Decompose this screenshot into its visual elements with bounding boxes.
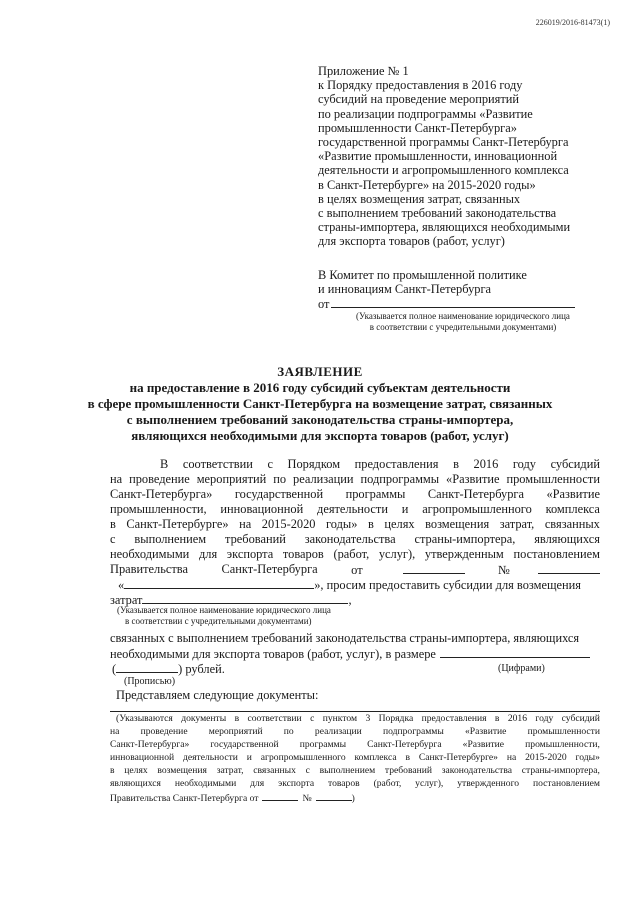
word: 2015-2020 bbox=[525, 752, 567, 763]
appendix-line: к Порядку предоставления в 2016 году bbox=[318, 78, 523, 93]
word: с bbox=[310, 713, 315, 724]
costs-description-field[interactable] bbox=[142, 592, 348, 604]
word: услуг), bbox=[378, 547, 416, 561]
word: Санкт-Петербурга» bbox=[110, 739, 190, 750]
word: № bbox=[498, 563, 510, 577]
word: являющихся bbox=[110, 778, 161, 789]
word: подпрограммы bbox=[360, 472, 440, 486]
word: товаров bbox=[328, 778, 360, 789]
word: 3 bbox=[365, 713, 371, 724]
footnote-date-blank bbox=[262, 791, 298, 801]
word: страны-импортера, bbox=[414, 532, 516, 546]
appendix-line: государственной программы Санкт-Петербурга bbox=[318, 135, 569, 150]
word: программы bbox=[345, 487, 406, 501]
word: выполнением bbox=[319, 765, 376, 776]
word: В bbox=[160, 457, 169, 471]
word: Санкт-Петербурге» bbox=[126, 517, 229, 531]
word: агропромышленного bbox=[422, 502, 532, 516]
applicant-name-field[interactable] bbox=[331, 296, 575, 308]
word: постановлением bbox=[513, 547, 600, 561]
hint-line: (Указывается полное наименование юридического лица bbox=[356, 311, 570, 321]
amount-words-field[interactable] bbox=[116, 661, 178, 673]
word: инновационной bbox=[110, 752, 175, 763]
word: целях bbox=[384, 517, 415, 531]
word: и bbox=[246, 752, 252, 763]
word: промышленности, bbox=[525, 739, 600, 750]
title-line: с выполнением требований законодательства страны-импортера, bbox=[126, 412, 514, 427]
word: законодательства bbox=[304, 532, 396, 546]
word: предоставления bbox=[354, 457, 439, 471]
word: мероприятий bbox=[208, 726, 263, 737]
word: 2016 bbox=[473, 457, 499, 471]
word: реализации bbox=[293, 472, 354, 486]
word: Санкт-Петербурге» bbox=[418, 752, 498, 763]
word: экспорта bbox=[278, 778, 315, 789]
word: программы bbox=[299, 739, 347, 750]
appendix-line: в целях возмещения затрат, связанных bbox=[318, 191, 521, 206]
word: возмещения bbox=[425, 517, 490, 531]
resolution-number-field[interactable] bbox=[538, 562, 600, 574]
word: в bbox=[405, 752, 410, 763]
word: в bbox=[367, 517, 374, 531]
word: требований bbox=[384, 765, 433, 776]
word: законодательства bbox=[441, 765, 513, 776]
appendix-line: страны-импортера, являющихся необходимыми bbox=[318, 220, 571, 235]
word: промышленности bbox=[527, 726, 600, 737]
resolution-line bbox=[110, 562, 600, 578]
amount-words-line bbox=[112, 661, 225, 677]
footnote-line bbox=[116, 713, 600, 726]
word: субсидий bbox=[550, 457, 600, 471]
hint-line: в соответствии с учредительными документами) bbox=[125, 616, 312, 626]
word: требований bbox=[225, 532, 286, 546]
footnote-line bbox=[110, 778, 600, 791]
resolution-date-field[interactable] bbox=[403, 562, 465, 574]
word: комплекса bbox=[545, 502, 600, 516]
from-row bbox=[318, 296, 575, 311]
word: по bbox=[283, 726, 294, 737]
title-line: на предоставление в 2016 году субсидий субъектам деятельности bbox=[129, 380, 511, 395]
body-line bbox=[110, 547, 600, 562]
word: услуг), bbox=[415, 778, 444, 789]
resolution-title-field[interactable] bbox=[124, 577, 314, 589]
body-line bbox=[160, 457, 600, 472]
word: соответствии bbox=[247, 713, 302, 724]
word: в bbox=[453, 457, 459, 471]
word: деятельности bbox=[183, 752, 238, 763]
word: годы» bbox=[326, 517, 358, 531]
amount-digits-field[interactable] bbox=[440, 646, 590, 658]
word: мероприятий bbox=[196, 472, 267, 486]
word: затрат, bbox=[499, 517, 535, 531]
word: «Развитие bbox=[446, 472, 500, 486]
appendix-line: с выполнением требований законодательства bbox=[318, 206, 557, 221]
word: Правительства bbox=[110, 562, 188, 576]
words-hint: (Прописью) bbox=[124, 676, 176, 687]
word: « bbox=[118, 578, 125, 592]
word: «Развитие bbox=[464, 726, 507, 737]
word: необходимыми для экспорта товаров (работ, услуг), в размере bbox=[110, 647, 436, 661]
word: (работ, bbox=[373, 778, 402, 789]
word: необходимыми bbox=[174, 778, 237, 789]
word: постановлением bbox=[532, 778, 600, 789]
word: промышленности bbox=[506, 472, 600, 486]
word: в bbox=[110, 517, 116, 531]
word: агропромышленного bbox=[260, 752, 346, 763]
body-line bbox=[110, 487, 600, 502]
word: Санкт-Петербурга bbox=[427, 487, 524, 501]
word: затрат, bbox=[216, 765, 244, 776]
word: от bbox=[351, 563, 363, 577]
word: Санкт-Петербурга bbox=[367, 739, 442, 750]
footnote-line bbox=[110, 739, 600, 752]
word: 2016 bbox=[507, 713, 527, 724]
word: выполнением bbox=[134, 532, 207, 546]
addressee-field-hint bbox=[332, 311, 594, 333]
word: Санкт-Петербурга» bbox=[110, 487, 213, 501]
from-label: от bbox=[318, 297, 330, 312]
word: затрат bbox=[110, 593, 143, 607]
word: в bbox=[110, 765, 115, 776]
appendix-line: деятельности и агропромышленного комплекса bbox=[318, 163, 569, 178]
word: ) bbox=[351, 793, 355, 804]
word: Порядка bbox=[378, 713, 414, 724]
word: на bbox=[110, 472, 123, 486]
digits-hint: (Цифрами) bbox=[498, 663, 545, 674]
word: реализации bbox=[314, 726, 362, 737]
hint-line: в соответствии с учредительными документами) bbox=[369, 322, 557, 332]
appendix-line: субсидий на проведение мероприятий bbox=[318, 92, 520, 107]
word: ) рублей. bbox=[178, 662, 225, 676]
word: целях bbox=[124, 765, 148, 776]
resolution-number-group bbox=[498, 562, 600, 578]
footnote-line bbox=[110, 765, 600, 778]
addressee-line-2: и инновациям Санкт-Петербурга bbox=[318, 282, 492, 297]
word: году bbox=[512, 457, 537, 471]
word: утвержденного bbox=[457, 778, 520, 789]
word: предоставления bbox=[421, 713, 487, 724]
word: подпрограммы bbox=[382, 726, 444, 737]
word: проведение bbox=[129, 472, 190, 486]
document-title bbox=[0, 364, 640, 444]
word: и bbox=[401, 502, 409, 516]
word: документы bbox=[181, 713, 227, 724]
word: являющихся bbox=[534, 532, 600, 546]
word: товаров bbox=[282, 547, 324, 561]
body-line bbox=[110, 472, 600, 487]
appendix-line: по реализации подпрограммы «Развитие bbox=[318, 106, 533, 121]
word: с bbox=[110, 532, 116, 546]
footnote-line bbox=[110, 791, 355, 806]
word: Правительства Санкт-Петербурга от bbox=[110, 793, 259, 804]
body-line bbox=[110, 517, 600, 532]
addressee-block bbox=[318, 268, 575, 312]
word: государственной bbox=[210, 739, 279, 750]
word: для bbox=[198, 547, 218, 561]
appendix-line: для экспорта товаров (работ, услуг) bbox=[318, 234, 505, 249]
body-line bbox=[110, 502, 600, 517]
footnote-line bbox=[110, 752, 600, 765]
word: на bbox=[239, 517, 252, 531]
footnote-number-blank bbox=[316, 791, 352, 801]
word: пунктом bbox=[322, 713, 358, 724]
word: годы» bbox=[575, 752, 600, 763]
word: «Развитие bbox=[546, 487, 600, 501]
word: по bbox=[273, 472, 287, 486]
word: Санкт-Петербурга bbox=[221, 562, 318, 576]
amount-line bbox=[110, 646, 590, 662]
word: № bbox=[302, 793, 312, 804]
word: «Развитие bbox=[462, 739, 505, 750]
word: утвержденным bbox=[424, 547, 504, 561]
word: с bbox=[305, 765, 310, 776]
title-line: в сфере промышленности Санкт-Петербурга на возмещение затрат, связанных bbox=[87, 396, 553, 411]
word: , bbox=[348, 593, 352, 607]
resolution-date-group bbox=[351, 562, 464, 578]
word: в bbox=[234, 713, 240, 724]
word: связанных bbox=[544, 517, 600, 531]
word: Порядком bbox=[287, 457, 341, 471]
appendix-heading bbox=[318, 64, 570, 249]
word: ( bbox=[112, 662, 117, 676]
word: на bbox=[506, 752, 517, 763]
documents-line: Представляем следующие документы: bbox=[116, 688, 319, 702]
word: 2015-2020 bbox=[261, 517, 316, 531]
word: (Указываются bbox=[116, 713, 173, 724]
word: страны-импортера, bbox=[521, 765, 600, 776]
word: в bbox=[494, 713, 500, 724]
costs-field-hint bbox=[117, 605, 331, 627]
word: году bbox=[535, 713, 554, 724]
word: экспорта bbox=[226, 547, 274, 561]
word: деятельности bbox=[317, 502, 388, 516]
word: необходимыми bbox=[110, 547, 190, 561]
title-main: ЗАЯВЛЕНИЕ bbox=[277, 364, 363, 379]
word: с bbox=[267, 457, 273, 471]
word: возмещения bbox=[157, 765, 207, 776]
appendix-line: Приложение № 1 bbox=[318, 64, 409, 78]
word: инновационной bbox=[220, 502, 304, 516]
appendix-line: в Санкт-Петербурге» на 2015-2020 годы» bbox=[318, 177, 536, 192]
appendix-line: «Развитие промышленности, инновационной bbox=[318, 149, 558, 164]
resolution-title-line bbox=[118, 577, 600, 593]
word: на bbox=[110, 726, 120, 737]
word: », просим предоставить субсидии для возмещения bbox=[314, 578, 581, 592]
footnote-line bbox=[110, 726, 600, 739]
appendix-line: промышленности Санкт-Петербурга» bbox=[318, 120, 517, 135]
body-line: связанных с выполнением требований законодательства страны-импортера, являющихся bbox=[110, 631, 580, 645]
hint-line: (Указывается полное наименование юридического лица bbox=[117, 605, 331, 615]
document-id: 226019/2016-81473(1) bbox=[535, 18, 610, 27]
documents-list-field[interactable] bbox=[110, 711, 600, 712]
word: связанных bbox=[253, 765, 296, 776]
word: государственной bbox=[234, 487, 324, 501]
title-line: являющихся необходимыми для экспорта товаров (работ, услуг) bbox=[131, 428, 509, 443]
word: комплекса bbox=[354, 752, 397, 763]
body-line bbox=[110, 532, 600, 547]
addressee-line-1: В Комитет по промышленной политике bbox=[318, 268, 527, 282]
word: промышленности, bbox=[110, 502, 207, 516]
word: соответствии bbox=[182, 457, 253, 471]
word: для bbox=[250, 778, 265, 789]
word: субсидий bbox=[561, 713, 600, 724]
word: проведение bbox=[140, 726, 188, 737]
word: (работ, bbox=[333, 547, 370, 561]
